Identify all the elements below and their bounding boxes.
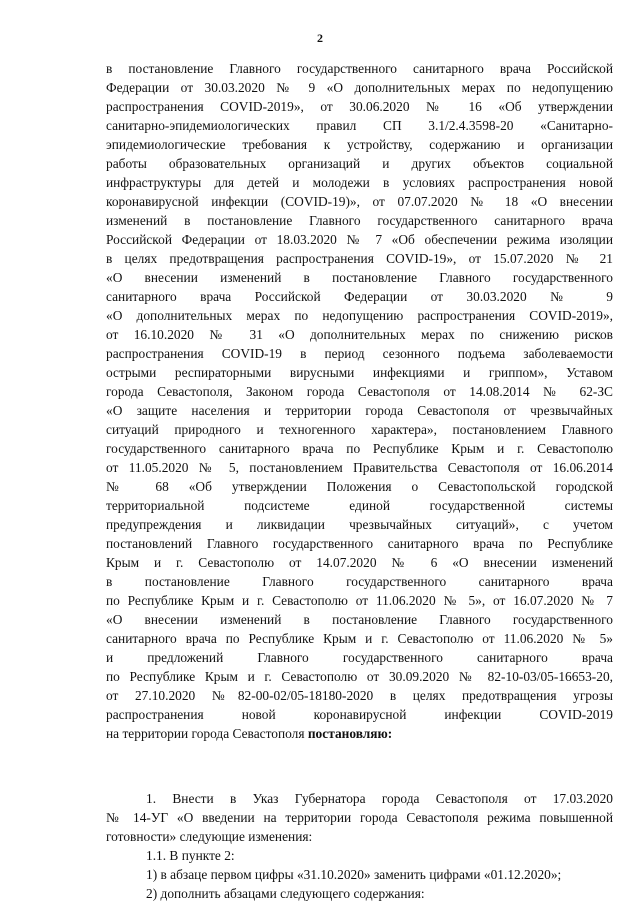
subitem-1-1: 1.1. В пункте 2: — [146, 848, 235, 863]
closing-line-text: на территории города Севастополя — [106, 726, 308, 741]
subitem-1-1-2: 2) дополнить абзацами следующего содержания: — [146, 886, 425, 901]
text-line: предупреждения и ликвидации чрезвычайных ситуаций», с учетом — [106, 517, 613, 532]
text-line: «О внесении изменений в постановление Главного государственного — [106, 270, 613, 285]
text-line: санитарно-эпидемиологических правил СП 3.1/2.4.3598-20 «Санитарно- — [106, 118, 613, 133]
text-line: работы образовательных организаций и других объектов социальной — [106, 156, 613, 171]
closing-line — [106, 724, 613, 743]
text-line: инфраструктуры для детей и молодежи в условиях распространения новой — [106, 175, 613, 190]
text-line: коронавирусной инфекции (COVID-19)», от 07.07.2020 № 18 «О внесении — [106, 194, 613, 209]
text-line: от 27.10.2020 №82-00-02/05-18180-2020 в целях предотвращения угрозы — [106, 688, 613, 703]
text-line: и предложений Главного государственного санитарного врача — [106, 650, 613, 665]
decree-keyword: постановляю: — [307, 726, 393, 741]
text-line: санитарного врача Российской Федерации от 30.03.2020 № 9 — [106, 289, 613, 304]
text-line: распространения новой коронавирусной инфекции COVID-2019 — [106, 707, 613, 722]
text-line: эпидемиологические требования к устройству, содержанию и организации — [106, 137, 613, 152]
text-line: по Республике Крым и г. Севастополю от 11.06.2020 № 5», от 16.07.2020 № 7 — [106, 593, 613, 608]
text-line: от 16.10.2020 № 31 «О дополнительных мерах по снижению рисков — [106, 327, 613, 342]
text-line: государственного санитарного врача по Республике Крым и г. Севастополю — [106, 441, 613, 456]
item-1-line: готовности» следующие изменения: — [106, 829, 313, 844]
text-line: распространения COVID-19 в период сезонного подъема заболеваемости — [106, 346, 613, 361]
text-line: от 11.05.2020 № 5, постановлением Правительства Севастополя от 16.06.2014 — [106, 460, 613, 475]
item-1-line: 1. Внести в Указ Губернатора города Севастополя от 17.03.2020 — [146, 791, 613, 806]
text-line: Федерации от 30.03.2020 № 9 «О дополнительных мерах по недопущению — [106, 80, 613, 95]
subitem-1-1-1: 1) в абзаце первом цифры «31.10.2020» заменить цифрами «01.12.2020»; — [146, 867, 562, 882]
item-1-line: № 14-УГ «О введении на территории города Севастополя режима повышенной — [106, 810, 613, 825]
text-line: в целях предотвращения распространения COVID-19», от 15.07.2020 № 21 — [106, 251, 613, 266]
text-line: распространения COVID-2019», от 30.06.2020 № 16 «Об утверждении — [106, 99, 613, 114]
page-number: 2 — [317, 31, 323, 45]
text-line: в постановление Главного государственного санитарного врача — [106, 574, 613, 589]
text-line: «О защите населения и территории города Севастополя от чрезвычайных — [106, 403, 613, 418]
text-line: ситуаций природного и техногенного характера», постановлением Главного — [106, 422, 613, 437]
text-line: изменений в постановление Главного государственного санитарного врача — [106, 213, 613, 228]
text-line: «О дополнительных мерах по недопущению распространения COVID-2019», — [106, 308, 613, 323]
text-line: постановлений Главного государственного санитарного врача по Республике — [106, 536, 613, 551]
text-line: по Республике Крым и г. Севастополю от 30.09.2020 № 82-10-03/05-16653-20, — [106, 669, 613, 684]
text-line: санитарного врача по Республике Крым и г. Севастополю от 11.06.2020 № 5» — [106, 631, 613, 646]
text-line: № 68 «Об утверждении Положения о Севастопольской городской — [106, 479, 613, 494]
text-line: «О внесении изменений в постановление Главного государственного — [106, 612, 613, 627]
text-line: территориальной подсистеме единой государственной системы — [106, 498, 613, 513]
text-line: Крым и г. Севастополю от 14.07.2020 № 6 «О внесении изменений — [106, 555, 613, 570]
text-line: острыми респираторными вирусными инфекциями и гриппом», Уставом — [106, 365, 613, 380]
text-line: в постановление Главного государственного санитарного врача Российской — [106, 61, 613, 76]
text-line: Российской Федерации от 18.03.2020 № 7 «Об обеспечении режима изоляции — [106, 232, 613, 247]
text-line: города Севастополя, Законом города Севастополя от 14.08.2014 № 62-ЗС — [106, 384, 613, 399]
